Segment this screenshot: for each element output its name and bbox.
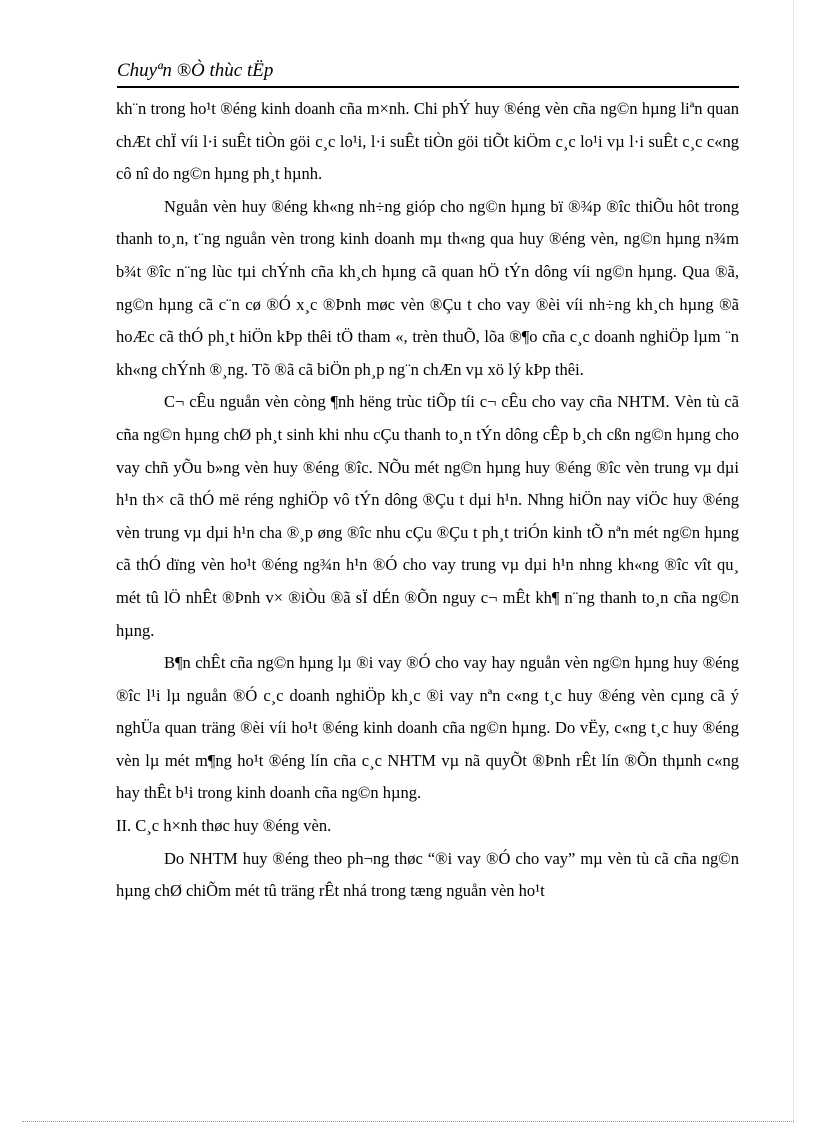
paragraph-5: Do NHTM huy ®éng theo ph¬ng thøc “®i vay ®Ó cho vay” mµ vèn tù cã cña ng©n hµng chØ chiÕm mét tû träng rÊt nhá trong tæng nguån vèn ho¹t — [116, 848, 739, 901]
header-title: Chuyªn ®Ò thùc tËp — [117, 60, 274, 81]
section-heading: II. C¸c h×nh thøc huy ®éng vèn. — [116, 816, 332, 836]
document-body — [116, 93, 739, 908]
paragraph-3: C¬ cÊu nguån vèn còng ¶nh hëng trùc tiÕp tíi c¬ cÊu cho vay cña NHTM. Vèn tù cã cña ng©n hµng chØ ph¸t sinh khi nhu cÇu thanh to¸n tÝn dông cÊp b¸ch cßn ng©n hµng cho vay chñ yÕu b»ng vèn huy ®éng ®îc. NÕu mét ng©n hµng huy ®éng ®îc vèn trung vµ dµi h¹n th× cã thÓ më réng nghiÖp vô tÝn dông ®Çu t dµi h¹n. Nhng hiÖn nay viÖc huy ®éng vèn trung vµ dµi h¹n cha ®¸p øng ®îc nhu cÇu ®Çu t ph¸t triÓn kinh tÕ nªn mét ng©n hµng cã thÓ dïng vèn ho¹t ®éng ng¾n h¹n ®Ó cho vay trung vµ dµi h¹n nhng kh«ng ®îc vît qu¸ mét tû lÖ nhÊt ®Þnh v× ®iÒu ®ã sÏ dÉn ®Õn nguy c¬ mÊt kh¶ n¨ng thanh to¸n cña ng©n hµng. — [116, 392, 739, 640]
paragraph-2: Nguån vèn huy ®éng kh«ng nh÷ng gióp cho ng©n hµng bï ®¾p ®îc thiÕu hôt trong thanh to¸n, t¨ng nguån vèn trong kinh doanh mµ th«ng qua huy ®éng vèn, ng©n hµng n¾m b¾t ®îc n¨ng lùc tµi chÝnh cña kh¸ch hµng cã quan hÖ tÝn dông víi ng©n hµng. Qua ®ã, ng©n hµng cã c¨n cø ®Ó x¸c ®Þnh møc vèn ®Çu t cho vay ®èi víi nh÷ng kh¸ch hµng ®ã hoÆc cã thÓ ph¸t hiÖn kÞp thêi tÖ tham «, trèn thuÕ, lõa ®¶o cña c¸c doanh nghiÖp lµm ¨n kh«ng chÝnh ®¸ng. Tõ ®ã cã biÖn ph¸p ng¨n chÆn vµ xö lý kÞp thêi. — [116, 196, 739, 379]
page-bottom-rule — [22, 1121, 794, 1122]
paragraph-4: B¶n chÊt cña ng©n hµng lµ ®i vay ®Ó cho vay hay nguån vèn ng©n hµng huy ®éng ®îc l¹i lµ nguån ®Ó c¸c doanh nghiÖp kh¸c ®i vay nªn c«ng t¸c huy ®éng vèn cµng cã ý nghÜa quan träng ®èi víi ho¹t ®éng kinh doanh cña ng©n hµng. Do vËy, c«ng t¸c huy ®éng vèn lµ mét m¶ng ho¹t ®éng lín cña c¸c NHTM vµ nã quyÕt ®Þnh rÊt lín ®Õn thµnh c«ng hay thÊt b¹i trong kinh doanh cña ng©n hµng. — [116, 653, 739, 803]
page-right-rule — [793, 0, 794, 1123]
page-header — [117, 56, 739, 88]
paragraph-1: kh¨n trong ho¹t ®éng kinh doanh cña m×nh. Chi phÝ huy ®éng vèn cña ng©n hµng liªn quan chÆt chÏ víi l·i suÊt tiÒn göi c¸c lo¹i, l·i suÊt tiÒn göi tiÕt kiÖm c¸c lo¹i vµ l·i suÊt c¸c c«ng cô nî do ng©n hµng ph¸t hµnh. — [116, 99, 739, 184]
